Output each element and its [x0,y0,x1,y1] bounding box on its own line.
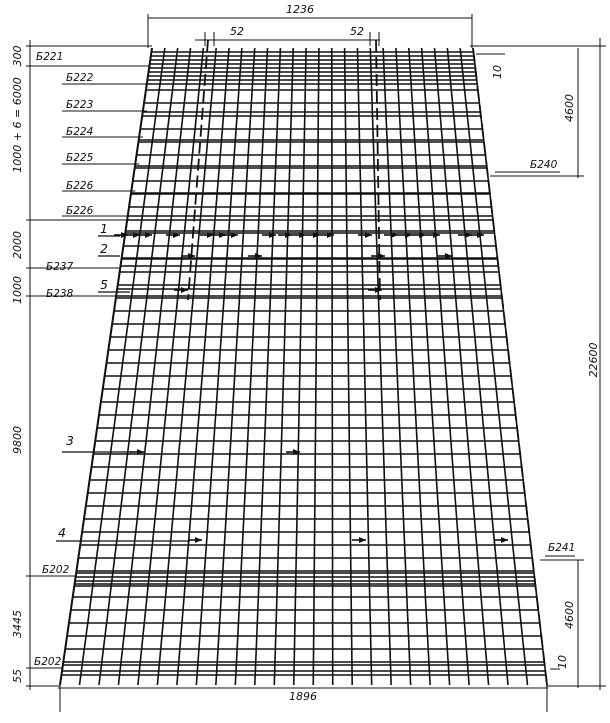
bar-arrows [56,232,508,543]
left-bottom-label: 55 [11,669,24,683]
vertical-bar [447,48,508,685]
arrow-head [501,537,508,543]
right-lower-label: 4600 [563,601,576,629]
marker-1: 1 [100,221,108,236]
tag-b240: Б240 [530,159,558,171]
vertical-bar [345,48,353,685]
left-band5-label: 3445 [11,610,24,638]
vertical-bar [235,48,267,685]
marker-4: 4 [58,525,66,540]
tag-b241: Б241 [548,542,576,554]
vertical-bar [396,48,430,685]
tag-b225: Б225 [66,152,94,164]
vertical-bar [79,48,164,685]
left-band1-label: 1000 + 6 = 6000 [11,77,24,173]
left-top-label: 300 [11,45,24,67]
right-bottom-gap-label: 10 [556,655,569,669]
arrow-head [181,287,188,293]
tag-b226a: Б226 [66,180,94,192]
arrow-head [359,537,366,543]
vertical-bar [294,48,306,685]
tag-b224: Б224 [66,126,94,138]
total-height-label: 22600 [587,342,600,378]
tag-b226b: Б226 [66,205,94,217]
tag-b238: Б238 [46,288,74,300]
vertical-bar [332,48,333,685]
offset-left-label: 52 [230,25,244,38]
left-band4-label: 9800 [11,426,24,454]
offset-right-label: 52 [350,25,364,38]
tag-b221: Б221 [36,51,64,63]
tag-b237: Б237 [46,261,74,273]
arrow-head [195,537,202,543]
tag-b202b: Б202 [34,656,62,668]
right-top-gap-label: 10 [491,65,504,79]
vertical-bar [138,48,203,685]
tag-b222: Б222 [66,72,94,84]
tag-b223: Б223 [66,99,94,111]
vertical-bar [460,48,527,685]
left-band3-label: 1000 [11,276,24,304]
vertical-bar [118,48,190,685]
top-width-label: 1236 [286,3,314,16]
left-band2-label: 2000 [11,231,24,259]
marker-3: 3 [66,433,74,448]
marker-2: 2 [100,241,108,256]
tag-b202a: Б202 [42,564,70,576]
marker-5: 5 [100,277,108,292]
right-upper-label: 4600 [563,94,576,122]
vertical-bar [473,48,547,685]
bottom-width-label: 1896 [289,690,317,703]
vertical-bar [313,48,319,685]
vertical-bar [357,48,371,685]
